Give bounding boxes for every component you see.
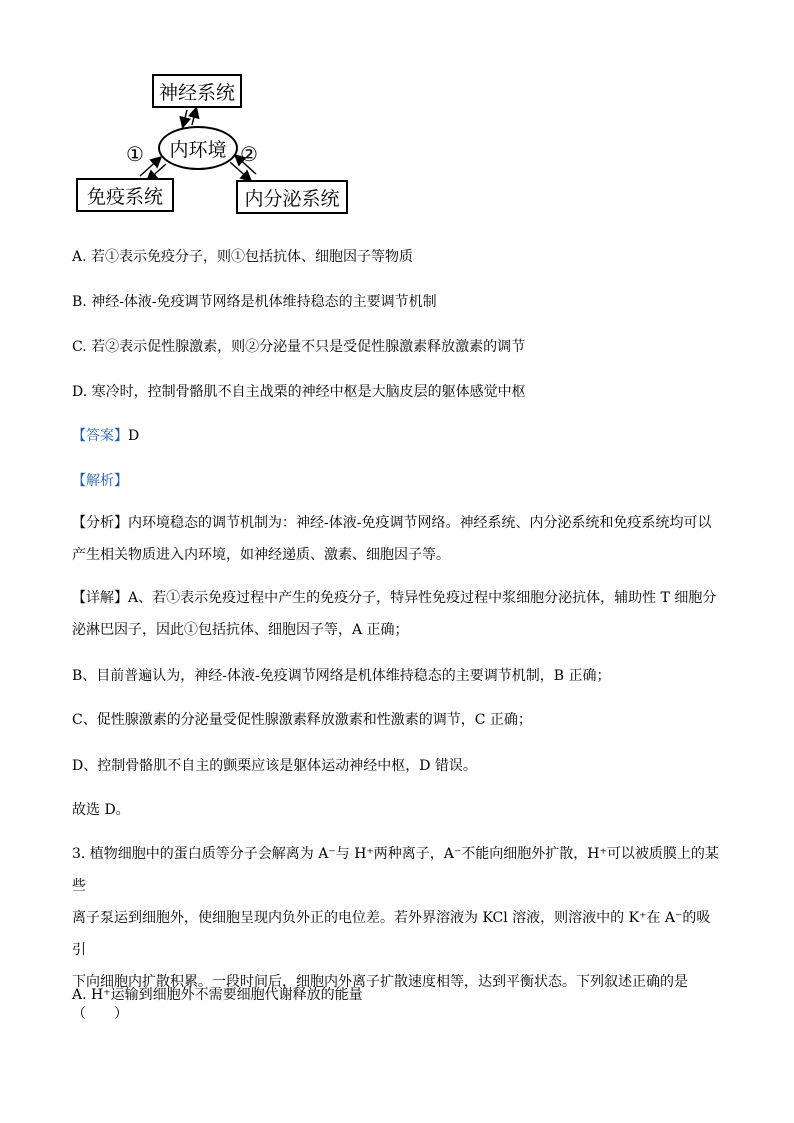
option-c: C. 若②表示促性腺激素，则②分泌量不只是受促性腺激素释放激素的调节 — [72, 339, 526, 355]
detail-paragraph-a — [72, 582, 724, 646]
q3-line-2: 离子泵运到细胞外，使细胞呈现内负外正的电位差。若外界溶液为 KCl 溶液，则溶液中的 K⁺在 A⁻的吸引 — [72, 910, 711, 958]
answer-tag: 【答案】 — [72, 428, 128, 444]
fenxi-line-1: 内环境稳态的调节机制为：神经-体液-免疫调节网络。神经系统、内分泌系统和免疫系统均可以 — [128, 515, 712, 531]
q3-line-1: 3. 植物细胞中的蛋白质等分子会解离为 A⁻与 H⁺两种离子，A⁻不能向细胞外扩散，H⁺可以被质膜上的某些 — [72, 846, 719, 894]
marker-2: ② — [240, 142, 258, 166]
detail-c: C、促性腺激素的分泌量受促性腺激素释放激素和性激素的调节，C 正确； — [72, 712, 532, 728]
option-d: D. 寒冷时，控制骨骼肌不自主战栗的神经中枢是大脑皮层的躯体感觉中枢 — [72, 384, 526, 400]
marker-1: ① — [126, 142, 144, 166]
answer-value: D — [128, 428, 140, 444]
answer-line — [72, 425, 732, 447]
fenxi-tag: 【分析】 — [72, 515, 128, 531]
fenxi-line-2: 产生相关物质进入内环境，如神经递质、激素、细胞因子等。 — [72, 547, 450, 563]
option-a: A. 若①表示免疫分子，则①包括抗体、细胞因子等物质 — [72, 249, 414, 265]
q3-option-a: A. H⁺运输到细胞外不需要细胞代谢释放的能量 — [72, 987, 363, 1003]
nervous-system-box: 神经系统 — [152, 74, 242, 108]
analysis-tag: 【解析】 — [72, 473, 128, 489]
detail-line-2: 泌淋巴因子，因此①包括抗体、细胞因子等，A 正确； — [72, 622, 409, 638]
detail-line-1: A、若①表示免疫过程中产生的免疫分子，特异性免疫过程中浆细胞分泌抗体，辅助性 T 细胞分 — [128, 590, 717, 606]
detail-b: B、目前普遍认为，神经-体液-免疫调节网络是机体维持稳态的主要调节机制，B 正确； — [72, 668, 611, 684]
fenxi-paragraph — [72, 507, 724, 571]
option-b: B. 神经-体液-免疫调节网络是机体维持稳态的主要调节机制 — [72, 294, 437, 310]
detail-conclusion: 故选 D。 — [72, 802, 130, 818]
regulation-diagram — [70, 68, 360, 218]
analysis-heading — [72, 470, 732, 492]
immune-system-box: 免疫系统 — [76, 178, 174, 212]
detail-tag: 【详解】 — [72, 590, 128, 606]
endocrine-system-box: 内分泌系统 — [236, 180, 348, 214]
detail-d: D、控制骨骼肌不自主的颤栗应该是躯体运动神经中枢，D 错误。 — [72, 758, 477, 774]
internal-environment-ellipse: 内环境 — [158, 126, 238, 170]
q3-paren: （ ） — [72, 1006, 128, 1022]
q3-line-3: 下向细胞内扩散积累。一段时间后，细胞内外离子扩散速度相等，达到平衡状态。下列叙述正确的是 — [72, 974, 688, 990]
